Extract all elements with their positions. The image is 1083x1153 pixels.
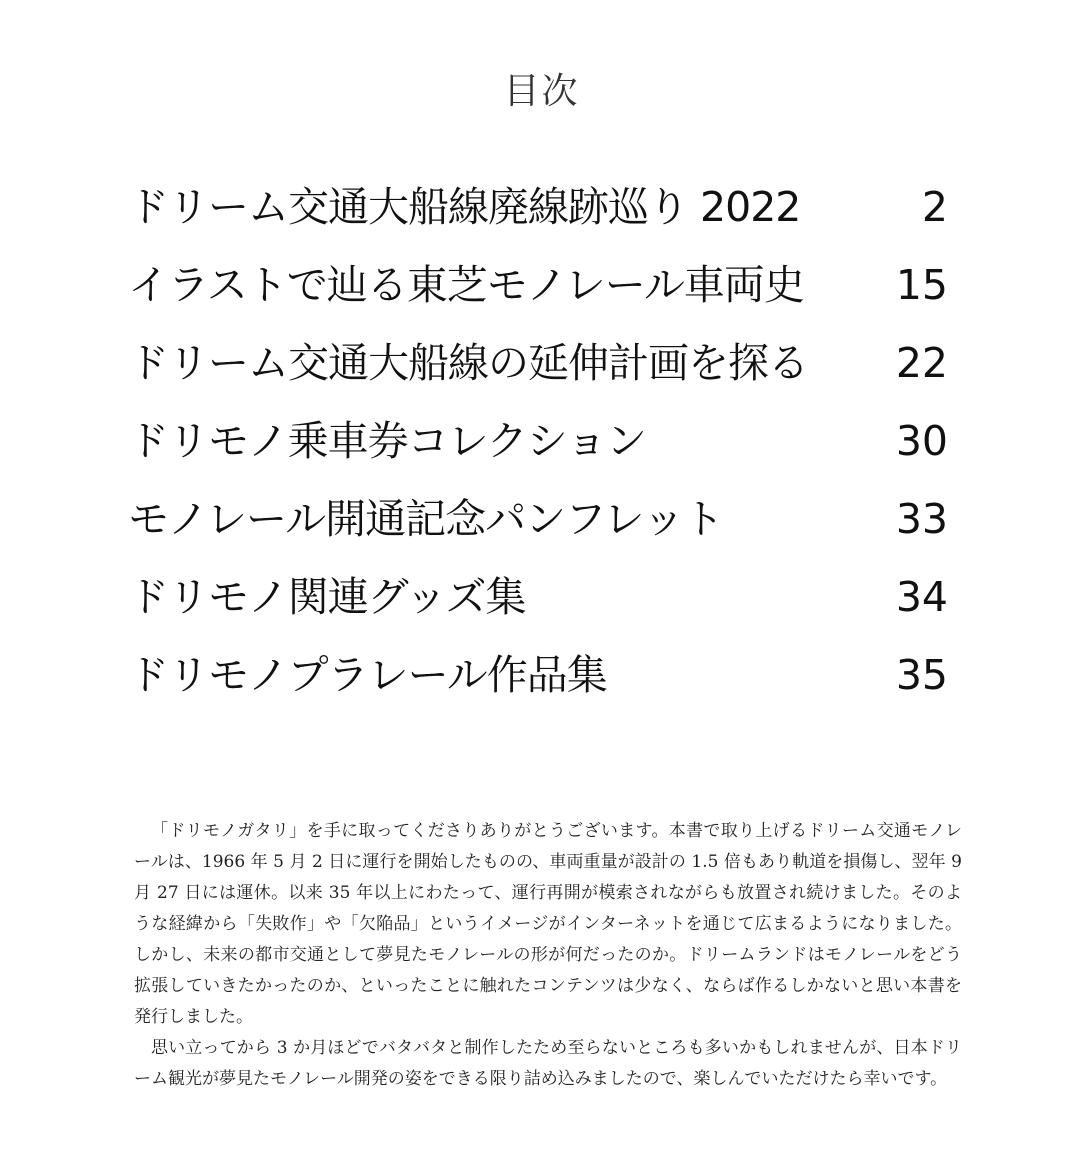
toc-entry-title: ドリモノプラレール作品集 (128, 651, 607, 699)
introduction-text (134, 816, 962, 1095)
toc-entry-title: イラストで辿る東芝モノレール車両史 (128, 261, 804, 309)
toc-entry-page: 35 (895, 651, 948, 699)
toc-entry (128, 246, 948, 324)
toc-entry (128, 558, 948, 636)
intro-paragraph: 「ドリモノガタリ」を手に取ってくださりありがとうございます。本書で取り上げるドリーム交通モノレールは、1966 年 5 月 2 日に運行を開始したものの、車両重量が設計の 1.5 倍もあり軌道を損傷し、翌年 9 月 27 日には運休。以来 35 年以上にわたって、運行再開が模索されながらも放置され続けました。そのような経緯から「失敗作」や「欠陥品」というイメージがインターネットを通じて広まるようになりました。しかし、未来の都市交通として夢見たモノレールの形が何だったのか。ドリームランドはモノレールをどう拡張していきたかったのか、といったことに触れたコンテンツは少なく、ならば作るしかないと思い本書を発行しました。 (134, 821, 962, 1027)
toc-entry-title: ドリーム交通大船線の延伸計画を探る (128, 339, 808, 387)
toc-entry (128, 324, 948, 402)
toc-entry-page: 2 (921, 183, 948, 231)
toc-entry-page: 30 (895, 417, 948, 465)
toc-entry-page: 34 (895, 573, 948, 621)
toc-entry-page: 15 (895, 261, 948, 309)
toc-entry-title: ドリーム交通大船線廃線跡巡り 2022 (128, 183, 801, 231)
table-of-contents (128, 168, 948, 714)
toc-entry-title: ドリモノ乗車券コレクション (128, 417, 646, 465)
toc-entry-page: 22 (895, 339, 948, 387)
toc-entry (128, 480, 948, 558)
toc-entry (128, 168, 948, 246)
toc-entry-page: 33 (895, 495, 948, 543)
toc-entry (128, 636, 948, 714)
toc-entry (128, 402, 948, 480)
page-title: 目次 (503, 71, 580, 112)
toc-entry-title: ドリモノ関連グッズ集 (128, 573, 526, 621)
toc-entry-title: モノレール開通記念パンフレット (128, 495, 724, 543)
intro-paragraph: 思い立ってから 3 か月ほどでバタバタと制作したため至らないところも多いかもしれませんが、日本ドリーム観光が夢見たモノレール開発の姿をできる限り詰め込みましたので、楽しんでいただけたら幸いです。 (134, 1038, 962, 1089)
